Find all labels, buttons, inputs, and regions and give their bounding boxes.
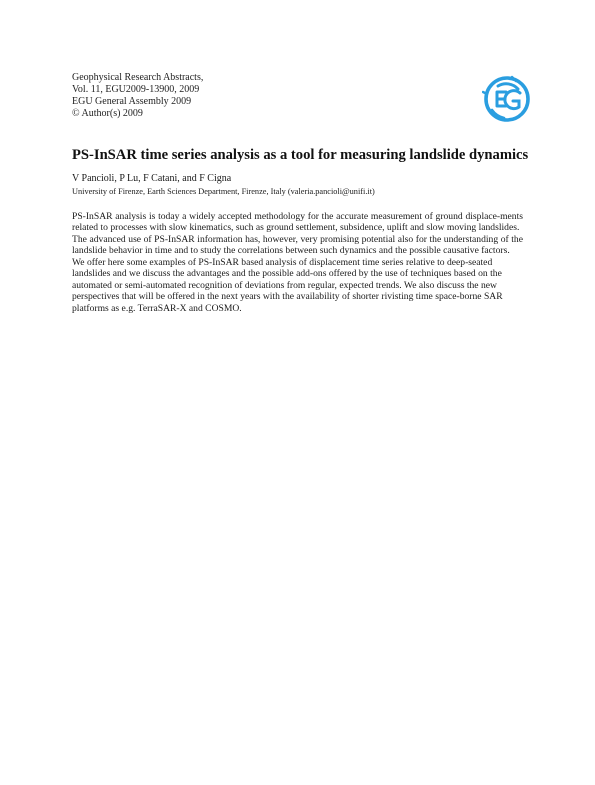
egu-logo-icon bbox=[482, 74, 532, 124]
abstract-paragraph: PS-InSAR analysis is today a widely accepted methodology for the accurate measurement of ground displace-ments related to processes with slow kinematics, such as ground settlement, subsidence, uplift and slow moving landslides. bbox=[72, 211, 523, 234]
assembly-name: EGU General Assembly 2009 bbox=[72, 96, 192, 107]
journal-name: Geophysical Research Abstracts, bbox=[72, 72, 204, 83]
copyright-notice: © Author(s) 2009 bbox=[72, 108, 143, 119]
author-list: V Pancioli, P Lu, F Catani, and F Cigna bbox=[72, 173, 232, 184]
publication-header bbox=[72, 72, 203, 120]
abstract-body bbox=[72, 211, 523, 314]
author-affiliation: University of Firenze, Earth Sciences Department, Firenze, Italy (valeria.pancioli@unifi.it) bbox=[72, 187, 375, 196]
paper-title: PS-InSAR time series analysis as a tool for measuring landslide dynamics bbox=[72, 147, 529, 163]
abstract-paragraph: We offer here some examples of PS-InSAR based analysis of displacement time series relative to deep-seated landslides and we discuss the advantages and the possible add-ons offered by the use of techniques based on the automated or semi-automated recognition of deviations from regular, expected trends. We also discuss the new perspectives that will be offered in the next years with the availability of shorter rivisting time space-borne SAR platforms as e.g. TerraSAR-X and COSMO. bbox=[72, 256, 503, 314]
volume-info: Vol. 11, EGU2009-13900, 2009 bbox=[72, 84, 200, 95]
abstract-paragraph: The advanced use of PS-InSAR information has, however, very promising potential also for the understanding of the landslide behavior in time and to study the correlations between such dynamics and the possible causative factors. bbox=[72, 233, 523, 257]
